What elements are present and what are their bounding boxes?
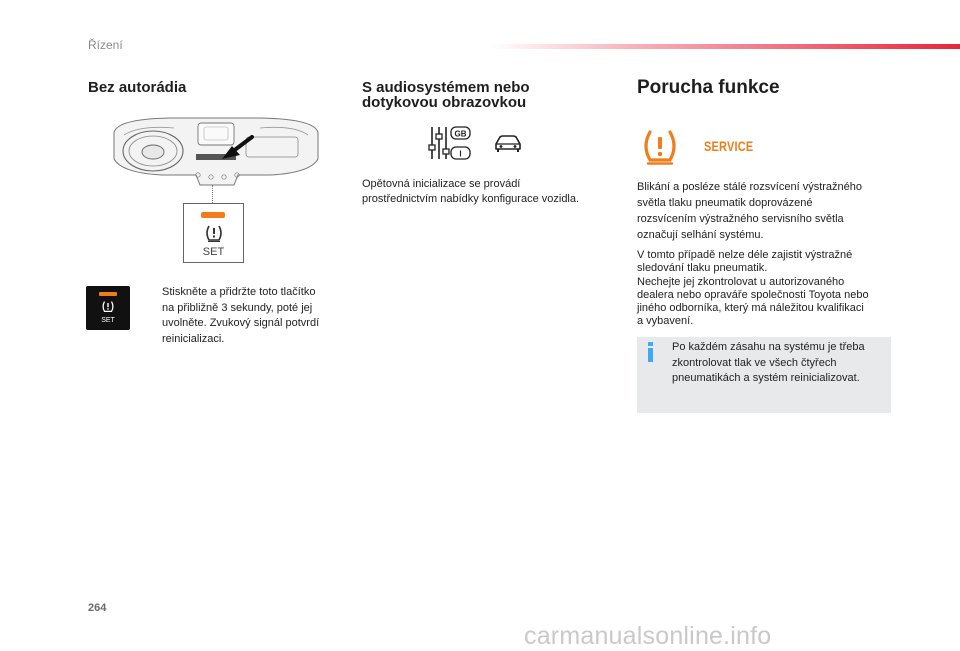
small-set-label: SET xyxy=(101,317,115,324)
callout-line xyxy=(212,185,213,203)
heading-no-radio: Bez autorádia xyxy=(88,79,187,96)
small-orange-led xyxy=(99,292,117,296)
dashboard-illustration xyxy=(110,115,322,189)
settings-sliders-icon xyxy=(427,125,473,161)
service-advice: V tomto případě nelze déle zajistit výstražné sledování tlaku pneumatik. Nechejte jej zkontrolovat u autorizovaného dealera nebo opravářе společnosti Toyota nebo jiného odborníka, který má náležitou kvalifikaci a vybavení. xyxy=(637,249,869,328)
orange-led xyxy=(201,212,225,218)
i-icon-text: I xyxy=(459,149,462,159)
service-warning-label: SERVICE xyxy=(704,138,754,154)
set-button-closeup xyxy=(183,203,244,263)
info-icon xyxy=(645,342,659,362)
set-button-small xyxy=(86,286,130,330)
tire-pressure-warning-icon xyxy=(641,129,679,165)
audio-reinit-text: Opětovná inicializace se provádí prostřednictvím nabídky konfigurace vozidla. xyxy=(362,178,580,205)
tire-pressure-icon xyxy=(204,224,224,242)
section-title: Řízení xyxy=(88,38,123,52)
heading-audio-system: S audiosystémem nebo dotykovou obrazovkou xyxy=(362,79,530,111)
watermark: carmanualsonline.info xyxy=(524,622,772,650)
small-tire-pressure-icon xyxy=(101,300,115,313)
heading-malfunction: Porucha funkce xyxy=(637,77,780,98)
info-text: Po každém zásahu na systému je třeba zkontrolovat tlak ve všech čtyřech pneumatikách a systém reinicializovat. xyxy=(672,341,865,384)
failure-description: Blikání a posléze stálé rozsvícení výstražného světla tlaku pneumatik doprovázené rozsvícením výstražného servisního světla označují selhání systému. xyxy=(637,181,863,241)
header-accent-bar xyxy=(490,44,960,49)
car-icon xyxy=(493,133,523,153)
instruction-text: Stiskněte a přidržte toto tlačítko na přibližně 3 sekundy, poté jej uvolněte. Zvukový signál potvrdí reinicializaci. xyxy=(162,286,320,345)
set-label: SET xyxy=(202,246,225,258)
page-number: 264 xyxy=(88,602,107,614)
gb-icon-text: GB xyxy=(454,129,467,139)
